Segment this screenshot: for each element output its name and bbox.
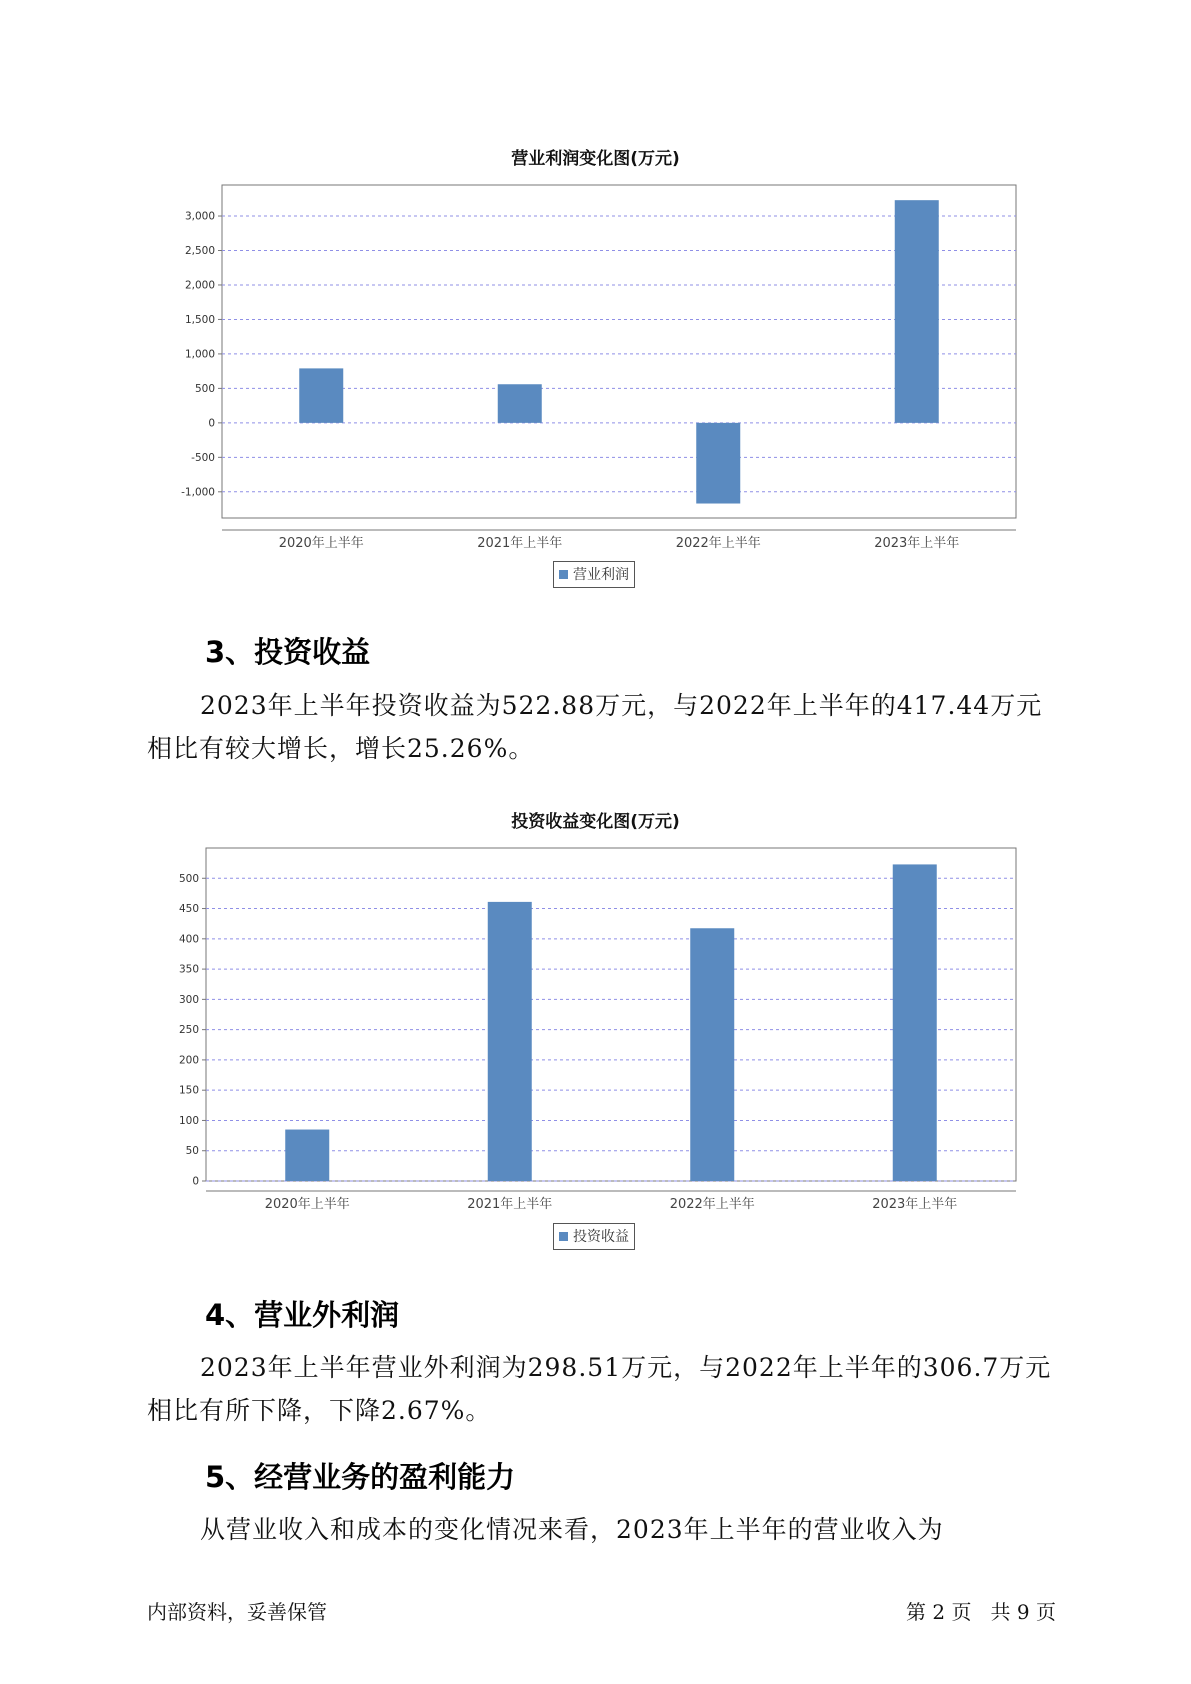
y-tick-label: 450 [178,903,199,916]
chart-1-title: 营业利润变化图(万元) [511,149,680,169]
x-tick-label: 2023年上半年 [872,1197,958,1212]
y-tick-label: -1,000 [181,486,215,499]
chart-2-legend-label: 投资收益 [573,1229,629,1245]
bar [893,864,937,1181]
bar [488,902,532,1181]
y-tick-label: 100 [178,1114,199,1127]
y-tick-label: 200 [178,1054,199,1067]
y-tick-label: 0 [192,1175,199,1188]
y-tick-label: 3,000 [184,210,215,223]
footer-confidential-note: 内部资料，妥善保管 [147,1600,327,1624]
section-3-heading: 3、投资收益 [205,635,371,669]
y-tick-label: 350 [178,963,199,976]
x-tick-label: 2022年上半年 [669,1197,755,1212]
section-5-heading: 5、经营业务的盈利能力 [205,1460,516,1494]
chart-1-legend-label: 营业利润 [573,567,629,583]
section-3-paragraph: 2023年上半年投资收益为522.88万元，与2022年上半年的417.44万元相比有较大增长，增长25.26%。 [147,691,1043,763]
section-5-paragraph: 从营业收入和成本的变化情况来看，2023年上半年的营业收入为 [200,1515,944,1544]
y-tick-label: 300 [178,993,199,1006]
bar [285,1130,329,1181]
x-tick-label: 2023年上半年 [874,536,960,551]
y-tick-label: 2,500 [184,244,215,257]
y-tick-label: 0 [208,417,215,430]
x-tick-label: 2021年上半年 [467,1197,553,1212]
section-4-paragraph: 2023年上半年营业外利润为298.51万元，与2022年上半年的306.7万元相比有所下降，下降2.67%。 [147,1353,1052,1425]
y-tick-label: -500 [191,451,215,464]
y-tick-label: 1,500 [184,313,215,326]
y-tick-label: 1,000 [184,348,215,361]
chart-2-title: 投资收益变化图(万元) [511,812,680,832]
y-tick-label: 500 [178,872,199,885]
y-tick-label: 150 [178,1084,199,1097]
x-tick-label: 2020年上半年 [278,536,364,551]
y-tick-label: 400 [178,933,199,946]
chart-2-legend [553,1223,635,1250]
y-tick-label: 250 [178,1024,199,1037]
bar [690,928,734,1181]
x-tick-label: 2020年上半年 [264,1197,350,1212]
y-tick-label: 50 [185,1145,199,1158]
section-4-heading: 4、营业外利润 [205,1298,400,1332]
legend-swatch [559,1232,568,1241]
footer-page-number: 第 2 页 共 9 页 [906,1600,1056,1624]
y-tick-label: 2,000 [184,279,215,292]
x-tick-label: 2021年上半年 [477,536,563,551]
y-tick-label: 500 [194,382,215,395]
x-tick-label: 2022年上半年 [675,536,761,551]
